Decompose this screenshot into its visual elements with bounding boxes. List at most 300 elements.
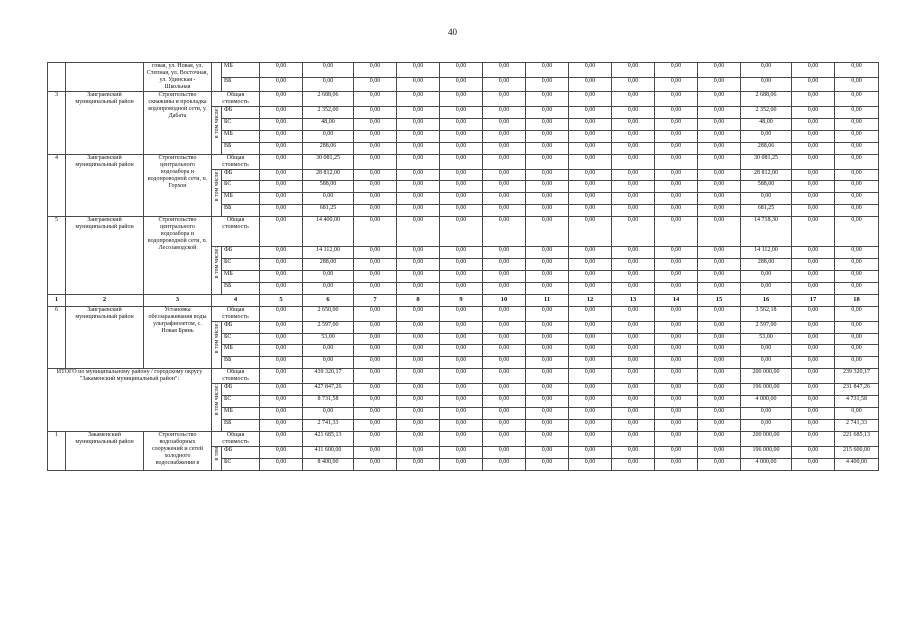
value-cell: 0,00 bbox=[698, 357, 741, 369]
value-cell: 0,00 bbox=[526, 169, 569, 181]
value-cell: 0,00 bbox=[526, 369, 569, 384]
value-cell: 288,06 bbox=[303, 142, 354, 154]
value-cell: 0,00 bbox=[440, 321, 483, 333]
value-cell: 0,00 bbox=[698, 118, 741, 130]
value-cell: 0,00 bbox=[440, 306, 483, 321]
column-number: 8 bbox=[397, 294, 440, 306]
split-label-cell bbox=[212, 321, 222, 369]
value-cell: 0,00 bbox=[483, 396, 526, 408]
total-cost-label: Общая стоимость bbox=[212, 369, 260, 384]
value-cell: 0,00 bbox=[354, 357, 397, 369]
value-cell: 0,00 bbox=[792, 77, 835, 92]
value-cell: 0,00 bbox=[483, 142, 526, 154]
value-cell: 0,00 bbox=[354, 92, 397, 107]
value-cell: 28 812,00 bbox=[303, 169, 354, 181]
value-cell: 0,00 bbox=[655, 130, 698, 142]
value-cell: 0,00 bbox=[260, 154, 303, 169]
value-cell: 2 352,00 bbox=[303, 107, 354, 119]
column-number: 7 bbox=[354, 294, 397, 306]
value-cell: 0,00 bbox=[698, 396, 741, 408]
funding-source: ФБ bbox=[222, 107, 260, 119]
value-cell: 0,00 bbox=[741, 419, 792, 431]
value-cell: 0,00 bbox=[354, 282, 397, 294]
value-cell: 0,00 bbox=[569, 181, 612, 193]
value-cell: 2 688,06 bbox=[303, 92, 354, 107]
value-cell: 0,00 bbox=[612, 419, 655, 431]
value-cell: 0,00 bbox=[526, 259, 569, 271]
value-cell: 0,00 bbox=[526, 142, 569, 154]
value-cell: 0,00 bbox=[440, 333, 483, 345]
value-cell: 0,00 bbox=[483, 130, 526, 142]
value-cell: 0,00 bbox=[835, 193, 879, 205]
value-cell: 0,00 bbox=[397, 396, 440, 408]
value-cell: 0,00 bbox=[260, 205, 303, 217]
value-cell: 0,00 bbox=[397, 247, 440, 259]
value-cell: 0,00 bbox=[569, 77, 612, 92]
value-cell: 0,00 bbox=[397, 130, 440, 142]
value-cell: 0,00 bbox=[698, 205, 741, 217]
column-number: 2 bbox=[66, 294, 144, 306]
value-cell: 0,00 bbox=[440, 77, 483, 92]
split-label: в том числе: bbox=[214, 321, 220, 353]
row-number: 3 bbox=[48, 92, 66, 155]
value-cell: 0,00 bbox=[397, 77, 440, 92]
value-cell: 0,00 bbox=[612, 205, 655, 217]
column-number: 5 bbox=[260, 294, 303, 306]
value-cell: 0,00 bbox=[569, 282, 612, 294]
value-cell: 0,00 bbox=[792, 217, 835, 247]
table-row bbox=[48, 217, 879, 247]
value-cell: 0,00 bbox=[526, 63, 569, 78]
value-cell: 0,00 bbox=[260, 217, 303, 247]
value-cell: 0,00 bbox=[741, 345, 792, 357]
value-cell: 0,00 bbox=[655, 458, 698, 470]
value-cell: 427 847,26 bbox=[303, 384, 354, 396]
value-cell: 0,00 bbox=[835, 154, 879, 169]
value-cell: 0,00 bbox=[792, 181, 835, 193]
value-cell: 0,00 bbox=[698, 92, 741, 107]
value-cell: 0,00 bbox=[397, 357, 440, 369]
value-cell: 0,00 bbox=[440, 357, 483, 369]
split-label: в том числе: bbox=[214, 384, 220, 416]
value-cell: 681,25 bbox=[303, 205, 354, 217]
value-cell: 0,00 bbox=[655, 107, 698, 119]
value-cell: 0,00 bbox=[612, 333, 655, 345]
municipality-cell: Заиграевский муниципальный район bbox=[66, 154, 144, 217]
funding-source: ФБ bbox=[222, 169, 260, 181]
value-cell: 0,00 bbox=[655, 169, 698, 181]
value-cell: 4 400,00 bbox=[835, 458, 879, 470]
value-cell: 0,00 bbox=[397, 446, 440, 458]
value-cell: 0,00 bbox=[397, 205, 440, 217]
value-cell: 48,00 bbox=[303, 118, 354, 130]
value-cell: 588,00 bbox=[741, 181, 792, 193]
value-cell: 0,00 bbox=[655, 181, 698, 193]
value-cell: 0,00 bbox=[569, 345, 612, 357]
funding-source: МБ bbox=[222, 63, 260, 78]
value-cell: 0,00 bbox=[569, 321, 612, 333]
funding-source: МБ bbox=[222, 193, 260, 205]
value-cell: 0,00 bbox=[835, 142, 879, 154]
value-cell: 0,00 bbox=[440, 142, 483, 154]
value-cell: 0,00 bbox=[397, 142, 440, 154]
value-cell: 0,00 bbox=[397, 384, 440, 396]
value-cell: 48,00 bbox=[741, 118, 792, 130]
value-cell: 0,00 bbox=[792, 419, 835, 431]
value-cell: 0,00 bbox=[526, 431, 569, 446]
value-cell: 0,00 bbox=[835, 321, 879, 333]
value-cell: 0,00 bbox=[741, 193, 792, 205]
value-cell: 0,00 bbox=[354, 345, 397, 357]
value-cell: 411 600,00 bbox=[303, 446, 354, 458]
municipality-cell: Заиграевский муниципальный район bbox=[66, 217, 144, 295]
value-cell: 288,06 bbox=[741, 142, 792, 154]
column-number: 11 bbox=[526, 294, 569, 306]
value-cell: 0,00 bbox=[835, 181, 879, 193]
object-cell: Строительство скважины и прокладка водопроводной сети, у. Дабата bbox=[144, 92, 212, 155]
value-cell: 0,00 bbox=[655, 384, 698, 396]
value-cell: 2 741,33 bbox=[835, 419, 879, 431]
value-cell: 0,00 bbox=[612, 357, 655, 369]
value-cell: 0,00 bbox=[835, 270, 879, 282]
value-cell: 0,00 bbox=[526, 345, 569, 357]
value-cell: 0,00 bbox=[526, 118, 569, 130]
total-label: ИТОГО по муниципальному району / городскому округу "Закаменский муниципальный район": bbox=[48, 369, 212, 432]
value-cell: 0,00 bbox=[835, 63, 879, 78]
funding-source: ФБ bbox=[222, 247, 260, 259]
value-cell: 0,00 bbox=[526, 446, 569, 458]
value-cell: 0,00 bbox=[483, 357, 526, 369]
value-cell: 0,00 bbox=[303, 345, 354, 357]
value-cell: 0,00 bbox=[655, 217, 698, 247]
value-cell: 0,00 bbox=[354, 384, 397, 396]
split-label-cell bbox=[212, 169, 222, 217]
value-cell: 0,00 bbox=[569, 458, 612, 470]
value-cell: 0,00 bbox=[569, 431, 612, 446]
value-cell: 0,00 bbox=[483, 77, 526, 92]
value-cell: 0,00 bbox=[792, 92, 835, 107]
value-cell: 0,00 bbox=[354, 431, 397, 446]
value-cell: 0,00 bbox=[483, 217, 526, 247]
value-cell: 0,00 bbox=[698, 130, 741, 142]
value-cell: 0,00 bbox=[354, 130, 397, 142]
value-cell: 0,00 bbox=[260, 333, 303, 345]
funding-source: ВБ bbox=[222, 142, 260, 154]
value-cell: 0,00 bbox=[569, 384, 612, 396]
value-cell: 0,00 bbox=[741, 357, 792, 369]
value-cell: 0,00 bbox=[612, 396, 655, 408]
value-cell: 0,00 bbox=[612, 63, 655, 78]
funding-source: ВБ bbox=[222, 205, 260, 217]
split-label-cell bbox=[212, 63, 222, 92]
funding-source: БС bbox=[222, 396, 260, 408]
value-cell: 0,00 bbox=[397, 259, 440, 271]
value-cell: 0,00 bbox=[483, 259, 526, 271]
value-cell: 0,00 bbox=[354, 77, 397, 92]
value-cell: 0,00 bbox=[440, 118, 483, 130]
value-cell: 0,00 bbox=[835, 77, 879, 92]
funding-source: ФБ bbox=[222, 321, 260, 333]
value-cell: 0,00 bbox=[612, 321, 655, 333]
value-cell: 0,00 bbox=[440, 384, 483, 396]
value-cell: 0,00 bbox=[260, 63, 303, 78]
split-label-cell bbox=[212, 107, 222, 155]
value-cell: 0,00 bbox=[698, 446, 741, 458]
value-cell: 0,00 bbox=[303, 357, 354, 369]
total-cost-label: Общая стоимость bbox=[212, 154, 260, 169]
funding-source: БС bbox=[222, 118, 260, 130]
value-cell: 0,00 bbox=[483, 384, 526, 396]
value-cell: 14 112,00 bbox=[741, 247, 792, 259]
value-cell: 0,00 bbox=[397, 431, 440, 446]
value-cell: 0,00 bbox=[354, 181, 397, 193]
value-cell: 0,00 bbox=[354, 408, 397, 420]
value-cell: 0,00 bbox=[835, 118, 879, 130]
column-number: 17 bbox=[792, 294, 835, 306]
value-cell: 0,00 bbox=[569, 169, 612, 181]
value-cell: 0,00 bbox=[440, 396, 483, 408]
value-cell: 0,00 bbox=[612, 154, 655, 169]
value-cell: 0,00 bbox=[792, 270, 835, 282]
value-cell: 2 650,00 bbox=[303, 306, 354, 321]
value-cell: 588,00 bbox=[303, 181, 354, 193]
value-cell: 0,00 bbox=[260, 431, 303, 446]
value-cell: 0,00 bbox=[569, 396, 612, 408]
value-cell: 0,00 bbox=[792, 107, 835, 119]
value-cell: 4 000,00 bbox=[741, 396, 792, 408]
value-cell: 0,00 bbox=[526, 193, 569, 205]
object-cell: Строительство водозаборных сооружений и сетей холодного водоснабжения в bbox=[144, 431, 212, 470]
value-cell: 0,00 bbox=[612, 247, 655, 259]
value-cell: 0,00 bbox=[260, 181, 303, 193]
funding-source: МБ bbox=[222, 130, 260, 142]
value-cell: 0,00 bbox=[569, 408, 612, 420]
value-cell: 288,00 bbox=[741, 259, 792, 271]
value-cell: 0,00 bbox=[655, 408, 698, 420]
value-cell: 0,00 bbox=[303, 77, 354, 92]
value-cell: 0,00 bbox=[440, 247, 483, 259]
value-cell: 0,00 bbox=[741, 270, 792, 282]
value-cell: 0,00 bbox=[569, 142, 612, 154]
value-cell: 0,00 bbox=[698, 181, 741, 193]
value-cell: 0,00 bbox=[698, 107, 741, 119]
value-cell: 0,00 bbox=[526, 282, 569, 294]
value-cell: 0,00 bbox=[260, 118, 303, 130]
value-cell: 0,00 bbox=[483, 369, 526, 384]
column-number: 16 bbox=[741, 294, 792, 306]
column-number-row bbox=[48, 294, 879, 306]
value-cell: 0,00 bbox=[612, 142, 655, 154]
value-cell: 0,00 bbox=[655, 369, 698, 384]
value-cell: 231 847,26 bbox=[835, 384, 879, 396]
value-cell: 0,00 bbox=[612, 384, 655, 396]
value-cell: 0,00 bbox=[397, 92, 440, 107]
value-cell: 0,00 bbox=[655, 118, 698, 130]
value-cell: 0,00 bbox=[655, 431, 698, 446]
value-cell: 0,00 bbox=[698, 217, 741, 247]
value-cell: 0,00 bbox=[698, 458, 741, 470]
value-cell: 0,00 bbox=[792, 193, 835, 205]
funding-source: МБ bbox=[222, 270, 260, 282]
value-cell: 0,00 bbox=[526, 408, 569, 420]
value-cell: 0,00 bbox=[526, 270, 569, 282]
value-cell: 0,00 bbox=[260, 446, 303, 458]
value-cell: 0,00 bbox=[569, 107, 612, 119]
value-cell: 0,00 bbox=[612, 107, 655, 119]
value-cell: 0,00 bbox=[612, 193, 655, 205]
value-cell: 0,00 bbox=[698, 333, 741, 345]
value-cell: 0,00 bbox=[397, 181, 440, 193]
value-cell: 0,00 bbox=[569, 247, 612, 259]
value-cell: 0,00 bbox=[526, 419, 569, 431]
value-cell: 0,00 bbox=[440, 130, 483, 142]
value-cell: 0,00 bbox=[612, 118, 655, 130]
value-cell: 0,00 bbox=[792, 259, 835, 271]
value-cell: 0,00 bbox=[612, 446, 655, 458]
value-cell: 0,00 bbox=[655, 63, 698, 78]
value-cell: 0,00 bbox=[569, 357, 612, 369]
value-cell: 0,00 bbox=[483, 282, 526, 294]
value-cell: 0,00 bbox=[260, 345, 303, 357]
value-cell: 0,00 bbox=[526, 306, 569, 321]
value-cell: 0,00 bbox=[569, 193, 612, 205]
municipality-cell: Закаменский муниципальный район bbox=[66, 431, 144, 470]
table-row bbox=[48, 154, 879, 169]
value-cell: 2 597,00 bbox=[741, 321, 792, 333]
value-cell: 0,00 bbox=[792, 431, 835, 446]
value-cell: 0,00 bbox=[483, 107, 526, 119]
column-number: 9 bbox=[440, 294, 483, 306]
value-cell: 0,00 bbox=[354, 270, 397, 282]
value-cell: 0,00 bbox=[655, 259, 698, 271]
value-cell: 0,00 bbox=[260, 369, 303, 384]
value-cell: 0,00 bbox=[612, 270, 655, 282]
value-cell: 0,00 bbox=[354, 396, 397, 408]
budget-table bbox=[47, 62, 879, 471]
value-cell: 0,00 bbox=[655, 270, 698, 282]
value-cell: 0,00 bbox=[483, 431, 526, 446]
value-cell: 0,00 bbox=[792, 321, 835, 333]
value-cell: 0,00 bbox=[483, 205, 526, 217]
value-cell: 0,00 bbox=[835, 357, 879, 369]
value-cell: 0,00 bbox=[526, 107, 569, 119]
value-cell: 0,00 bbox=[303, 408, 354, 420]
value-cell: 0,00 bbox=[698, 306, 741, 321]
value-cell: 0,00 bbox=[397, 345, 440, 357]
object-cell: Строительство центрального водозабора и водопроводной сети, п. Горхон bbox=[144, 154, 212, 217]
value-cell: 0,00 bbox=[440, 259, 483, 271]
value-cell: 0,00 bbox=[260, 384, 303, 396]
value-cell: 0,00 bbox=[792, 384, 835, 396]
row-number: 1 bbox=[48, 431, 66, 470]
value-cell: 2 597,00 bbox=[303, 321, 354, 333]
value-cell: 28 812,00 bbox=[741, 169, 792, 181]
value-cell: 0,00 bbox=[835, 408, 879, 420]
value-cell: 196 000,00 bbox=[741, 446, 792, 458]
value-cell: 0,00 bbox=[440, 63, 483, 78]
column-number: 6 bbox=[303, 294, 354, 306]
value-cell: 0,00 bbox=[303, 63, 354, 78]
column-number: 4 bbox=[212, 294, 260, 306]
value-cell: 0,00 bbox=[303, 130, 354, 142]
value-cell: 681,25 bbox=[741, 205, 792, 217]
value-cell: 0,00 bbox=[792, 369, 835, 384]
value-cell: 0,00 bbox=[835, 259, 879, 271]
value-cell: 0,00 bbox=[483, 247, 526, 259]
funding-source: ВБ bbox=[222, 419, 260, 431]
value-cell: 0,00 bbox=[526, 217, 569, 247]
row-number: 6 bbox=[48, 306, 66, 369]
page-number: 40 bbox=[448, 27, 457, 37]
value-cell: 0,00 bbox=[792, 357, 835, 369]
value-cell: 0,00 bbox=[612, 217, 655, 247]
value-cell: 0,00 bbox=[792, 345, 835, 357]
value-cell: 0,00 bbox=[698, 154, 741, 169]
value-cell: 14 400,00 bbox=[303, 217, 354, 247]
table-row bbox=[48, 431, 879, 446]
value-cell: 0,00 bbox=[741, 282, 792, 294]
value-cell: 0,00 bbox=[569, 419, 612, 431]
value-cell: 0,00 bbox=[260, 169, 303, 181]
value-cell: 0,00 bbox=[260, 282, 303, 294]
value-cell: 0,00 bbox=[569, 333, 612, 345]
value-cell: 0,00 bbox=[835, 130, 879, 142]
value-cell: 2 741,33 bbox=[303, 419, 354, 431]
value-cell: 0,00 bbox=[612, 282, 655, 294]
value-cell: 0,00 bbox=[303, 282, 354, 294]
value-cell: 0,00 bbox=[526, 458, 569, 470]
value-cell: 0,00 bbox=[835, 306, 879, 321]
municipality-cell: Заиграевский муниципальный район bbox=[66, 306, 144, 369]
table-row bbox=[48, 63, 879, 78]
value-cell: 0,00 bbox=[655, 446, 698, 458]
row-number: 5 bbox=[48, 217, 66, 295]
value-cell: 0,00 bbox=[698, 142, 741, 154]
value-cell: 0,00 bbox=[792, 446, 835, 458]
value-cell: 0,00 bbox=[397, 118, 440, 130]
value-cell: 0,00 bbox=[440, 458, 483, 470]
value-cell: 0,00 bbox=[569, 369, 612, 384]
value-cell: 0,00 bbox=[612, 92, 655, 107]
value-cell: 0,00 bbox=[612, 458, 655, 470]
value-cell: 0,00 bbox=[440, 408, 483, 420]
value-cell: 0,00 bbox=[698, 63, 741, 78]
object-cell: Строительство центрального водозабора и водопроводной сети, п. Лесозаводской bbox=[144, 217, 212, 295]
value-cell: 0,00 bbox=[483, 92, 526, 107]
value-cell: 0,00 bbox=[354, 306, 397, 321]
value-cell: 0,00 bbox=[260, 419, 303, 431]
value-cell: 0,00 bbox=[792, 169, 835, 181]
value-cell: 0,00 bbox=[440, 169, 483, 181]
value-cell: 0,00 bbox=[792, 408, 835, 420]
value-cell: 288,00 bbox=[303, 259, 354, 271]
value-cell: 53,00 bbox=[303, 333, 354, 345]
value-cell: 0,00 bbox=[483, 118, 526, 130]
value-cell: 0,00 bbox=[569, 205, 612, 217]
value-cell: 0,00 bbox=[526, 205, 569, 217]
value-cell: 439 320,17 bbox=[303, 369, 354, 384]
split-label: в том bbox=[214, 446, 220, 461]
funding-source: ВБ bbox=[222, 357, 260, 369]
value-cell: 0,00 bbox=[655, 282, 698, 294]
value-cell: 4 731,58 bbox=[835, 396, 879, 408]
value-cell: 0,00 bbox=[303, 270, 354, 282]
value-cell: 0,00 bbox=[526, 333, 569, 345]
total-cost-label: Общая стоимость bbox=[212, 217, 260, 247]
value-cell: 0,00 bbox=[526, 77, 569, 92]
value-cell: 0,00 bbox=[397, 458, 440, 470]
value-cell: 0,00 bbox=[612, 369, 655, 384]
